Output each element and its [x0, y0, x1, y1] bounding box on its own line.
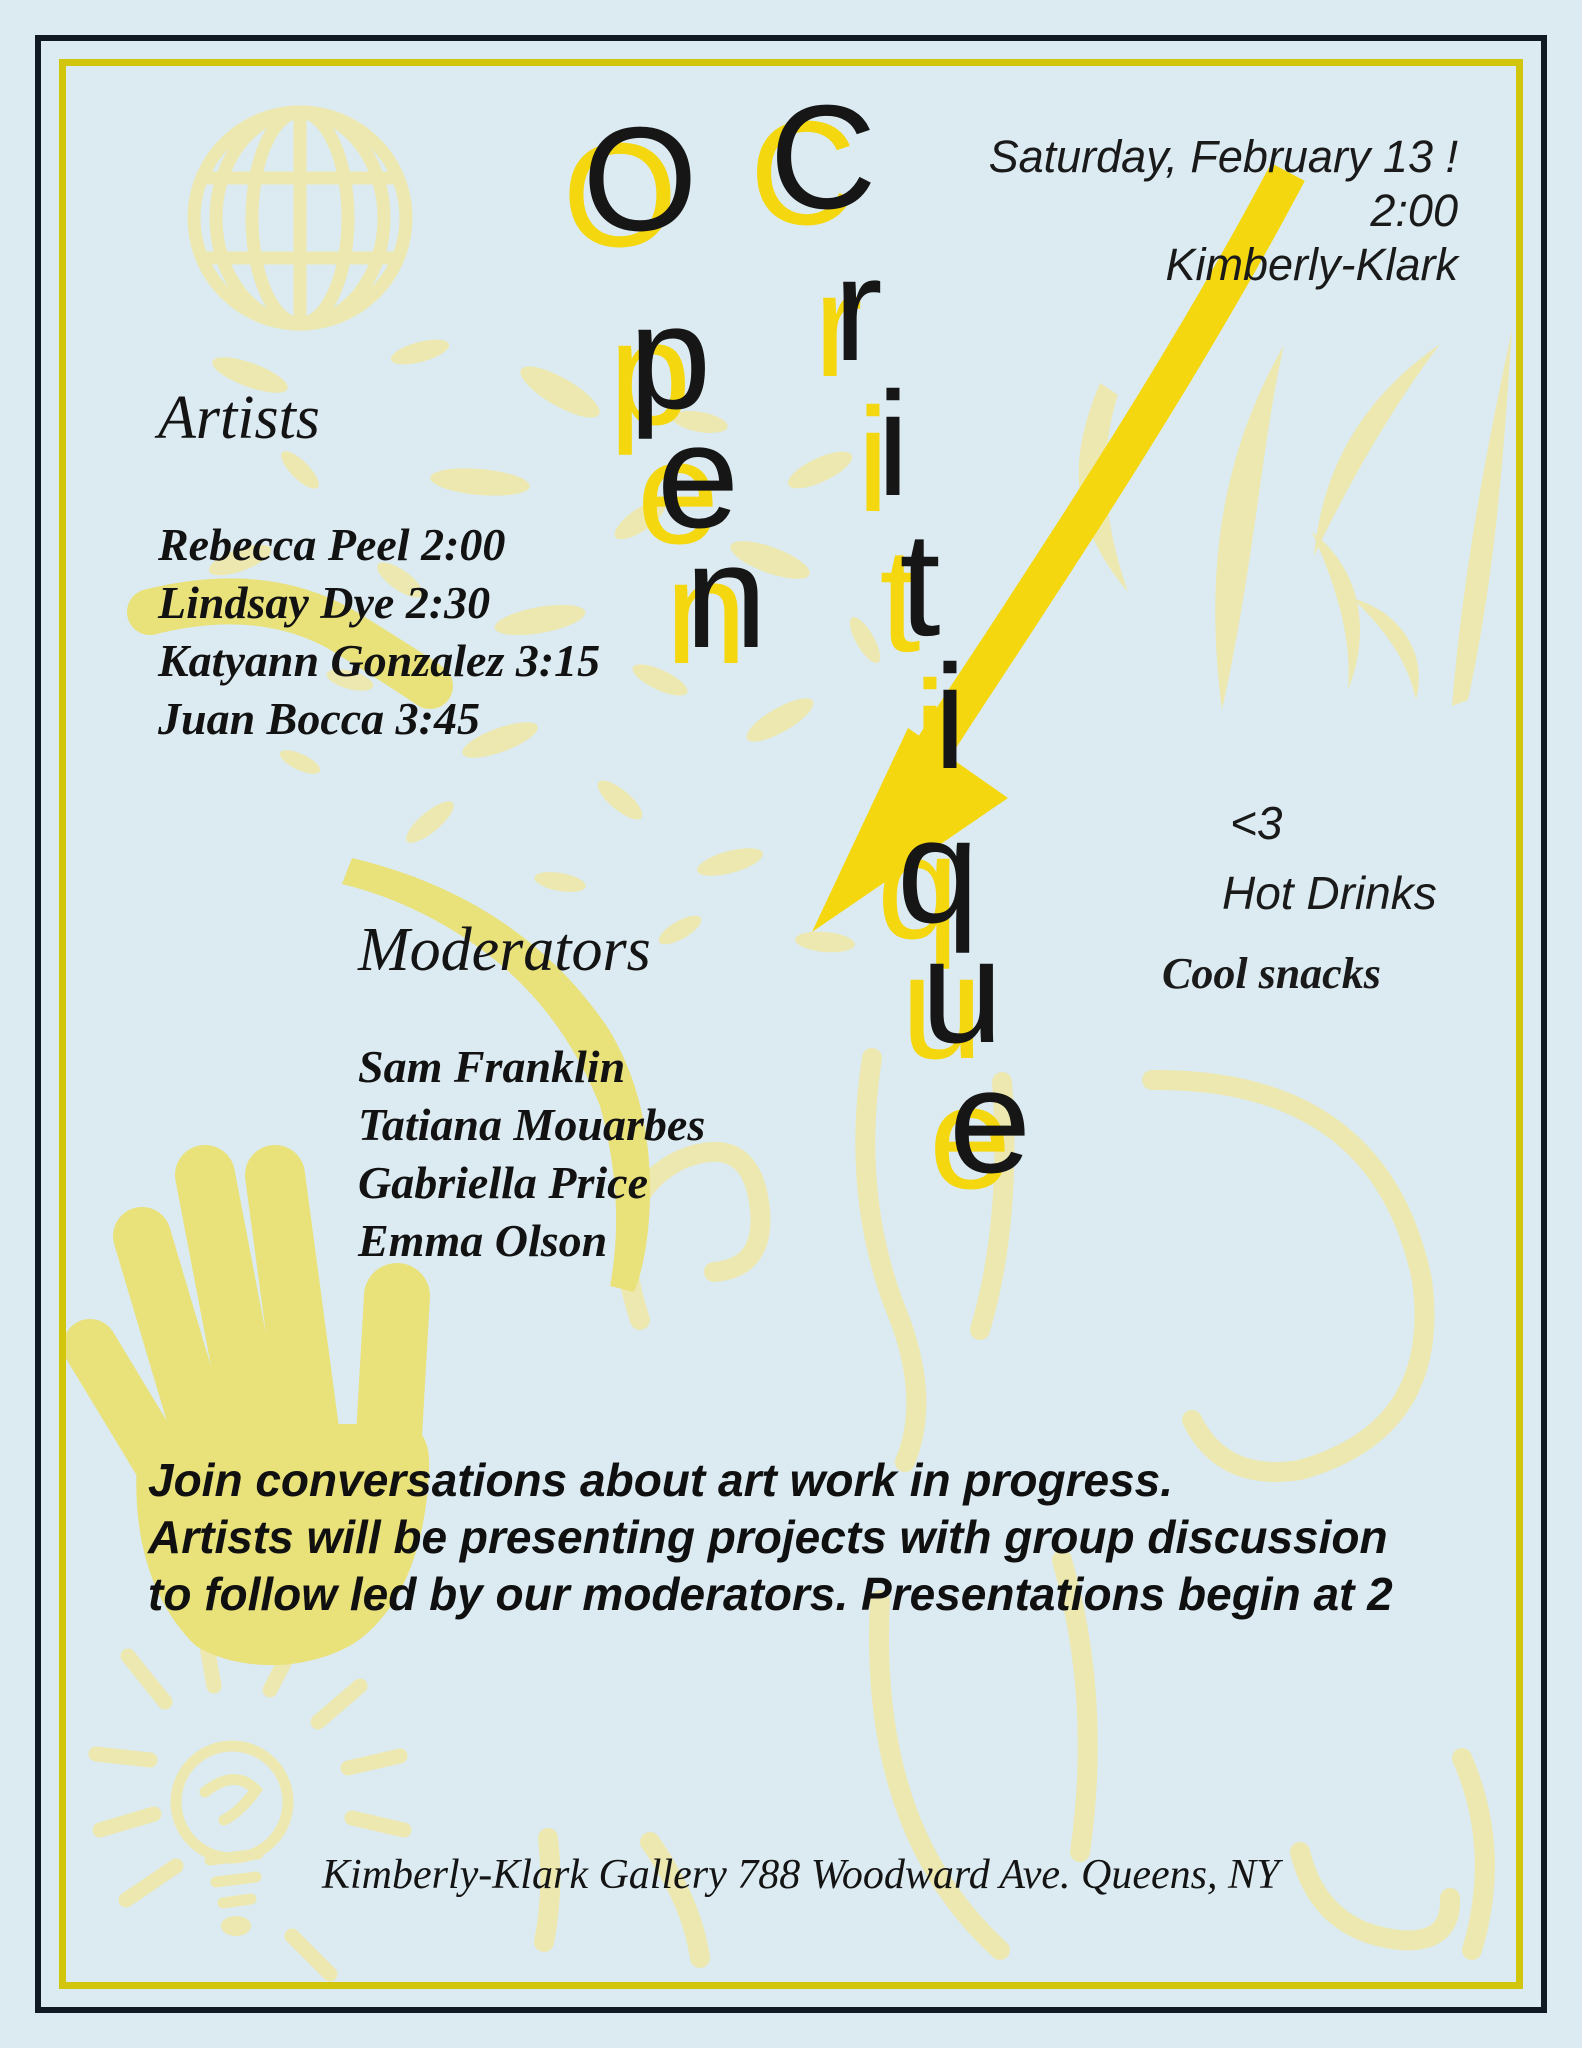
artist-line: Lindsay Dye 2:30 [158, 577, 491, 628]
gallery-address: Kimberly-Klark Gallery 788 Woodward Ave. Queens, NY [322, 1852, 1280, 1898]
hot-drinks-text: Hot Drinks [1222, 867, 1437, 919]
arrow-icon [812, 172, 1288, 932]
artist-line: Rebecca Peel 2:00 [158, 519, 506, 570]
brush-stroke [150, 601, 430, 686]
lightbulb-icon [96, 1630, 404, 1974]
moderator-line: Emma Olson [358, 1215, 608, 1266]
event-time: 2:00 [1370, 185, 1458, 236]
event-venue: Kimberly-Klark [1165, 239, 1458, 290]
scribble-texture [205, 335, 886, 955]
description-line: to follow led by our moderators. Presentations begin at 2 [148, 1568, 1393, 1620]
event-date: Saturday, February 13 ! [988, 131, 1458, 182]
globe-icon [194, 112, 406, 324]
moderator-line: Sam Franklin [358, 1041, 626, 1092]
title-letter: e [948, 1039, 1032, 1204]
artist-line: Katyann Gonzalez 3:15 [158, 635, 601, 686]
title-letter: n [684, 514, 768, 679]
cool-snacks-text: Cool snacks [1162, 949, 1381, 998]
swoosh-stroke [342, 858, 650, 1292]
title-letter: i [933, 635, 967, 800]
title-letter: e [656, 394, 740, 559]
description-line: Artists will be presenting projects with group discussion [148, 1511, 1388, 1563]
title-letter: O [582, 97, 698, 262]
hand-icon [90, 1175, 429, 1665]
title-letter: r [833, 227, 883, 392]
artist-line: Juan Bocca 3:45 [158, 693, 480, 744]
title-letter: p [628, 275, 712, 440]
moderator-line: Tatiana Mouarbes [358, 1099, 706, 1150]
title-letter: u [920, 909, 1004, 1074]
title-letter: t [899, 502, 941, 667]
heart-text: <3 [1230, 797, 1283, 849]
artists-heading: Artists [158, 384, 320, 452]
moderator-line: Gabriella Price [358, 1157, 648, 1208]
swirl-doodles [544, 1058, 1485, 1958]
moderators-heading: Moderators [358, 916, 651, 984]
title-letter: i [876, 362, 910, 527]
title-letter: C [769, 75, 877, 240]
title-letter: q [896, 789, 980, 954]
description-line: Join conversations about art work in progress. [148, 1454, 1174, 1506]
